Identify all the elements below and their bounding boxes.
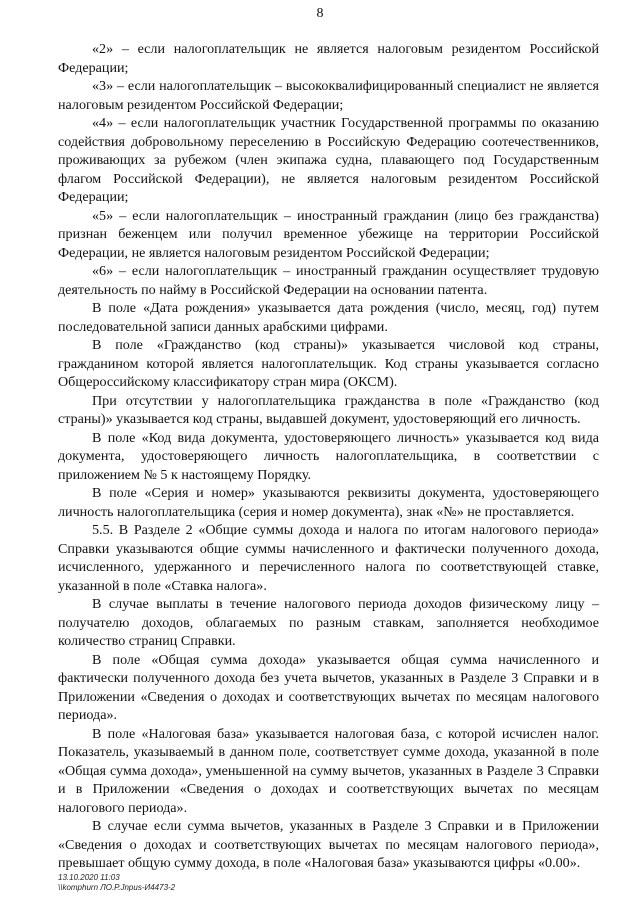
- paragraph: В поле «Серия и номер» указываются реквизиты документа, удостоверяющего личность налогоплательщика (серия и номер документа), знак «№» не проставляется.: [58, 485, 599, 520]
- paragraph: «2» – если налогоплательщик не является налоговым резидентом Российской Федерации;: [58, 41, 599, 76]
- paragraph: В поле «Дата рождения» указывается дата рождения (число, месяц, год) путем последовательной записи данных арабскими цифрами.: [58, 300, 599, 335]
- footer-timestamp: 13.10.2020 11:03: [58, 873, 120, 882]
- paragraph: 5.5. В Разделе 2 «Общие суммы дохода и налога по итогам налогового периода» Справки указываются общие суммы начисленного и фактически полученного дохода, исчисленного, удержанного и перечисленного налога по соответствующей ставке, указанной в поле «Ставка налога».: [58, 522, 599, 594]
- document-body: [58, 40, 599, 873]
- paragraph: «6» – если налогоплательщик – иностранный гражданин осуществляет трудовую деятельность по найму в Российской Федерации на основании патента.: [58, 263, 599, 298]
- paragraph: В поле «Гражданство (код страны)» указывается числовой код страны, гражданином которой является налогоплательщик. Код страны указывается согласно Общероссийскому классификатору стран мира (ОКСМ).: [58, 337, 599, 390]
- paragraph: В поле «Код вида документа, удостоверяющего личность» указывается код вида документа, удостоверяющего личность налогоплательщика, в соответствии с приложением № 5 к настоящему Порядку.: [58, 429, 599, 483]
- paragraph: «4» – если налогоплательщик участник Государственной программы по оказанию содействия добровольному переселению в Российскую Федерацию соотечественников, проживающих за рубежом (член экипажа судна, плавающего под Государственным флагом Российской Федерации), не является налоговым резидентом Российской Федерации;: [58, 115, 599, 205]
- paragraph: В случае выплаты в течение налогового периода доходов физическому лицу – получателю доходов, облагаемых по разным ставкам, заполняется необходимое количество страниц Справки.: [58, 596, 599, 649]
- paragraph: «3» – если налогоплательщик – высококвалифицированный специалист не является налоговым резидентом Российской Федерации;: [58, 78, 599, 113]
- paragraph: «5» – если налогоплательщик – иностранный гражданин (лицо без гражданства) признан беженцем или получил временное убежище на территории Российской Федерации, не является налоговым резидентом Российской Федерации;: [58, 207, 599, 261]
- paragraph: В поле «Общая сумма дохода» указывается общая сумма начисленного и фактически полученного дохода без учета вычетов, указанных в Разделе 3 Справки и в Приложении «Сведения о доходах и соответствующих вычетах по месяцам налогового периода».: [58, 651, 599, 723]
- paragraph: В поле «Налоговая база» указывается налоговая база, с которой исчислен налог. Показатель, указываемый в данном поле, соответствует сумме дохода, указанной в поле «Общая сумма дохода», уменьшенной на сумму вычетов, указанных в Разделе 3 Справки и в Приложении «Сведения о доходах и соответствующих вычетах по месяцам налогового периода».: [58, 725, 599, 816]
- paragraph: В случае если сумма вычетов, указанных в Разделе 3 Справки и в Приложении «Сведения о доходах и соответствующих вычетах по месяцам налогового периода», превышает общую сумму дохода, в поле «Налоговая база» указываются цифры «0.00».: [58, 818, 599, 871]
- paragraph: При отсутствии у налогоплательщика гражданства в поле «Гражданство (код страны)» указывается код страны, выдавшей документ, удостоверяющий его личность.: [58, 392, 599, 427]
- page-number: 8: [316, 6, 324, 21]
- footer-file-path: \\komphurn ЛО.Р.Jnpus-И4473-2: [58, 883, 176, 892]
- document-footer: [58, 873, 175, 893]
